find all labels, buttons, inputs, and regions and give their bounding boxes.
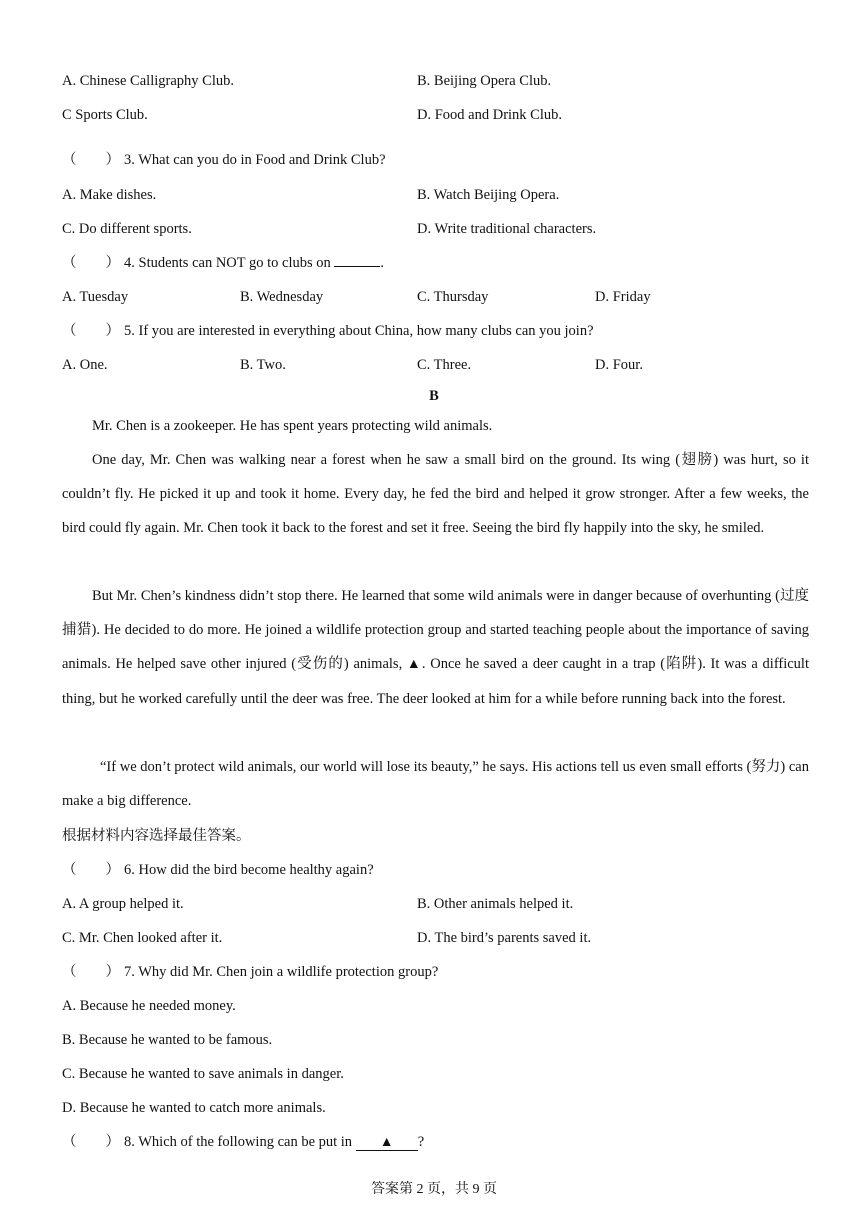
question-stem: 4. Students can NOT go to clubs on [124, 255, 335, 271]
section-heading: B [429, 388, 439, 404]
q5-option-c: C. Three. [417, 357, 472, 373]
passage-paragraph-4: “If we don’t protect wild animals, our world will lose its beauty,” he says. His actions tell us even small efforts (努力) can make a big difference. [62, 759, 809, 809]
q3-option-c: C. Do different sports. [62, 221, 192, 237]
question-stem: 7. Why did Mr. Chen join a wildlife protection group? [124, 964, 439, 980]
passage-paragraph-3 [62, 579, 809, 716]
instruction-text: 根据材料内容选择最佳答案。 [62, 828, 251, 844]
question-6 [62, 861, 374, 879]
question-stem: 8. Which of the following can be put in [124, 1134, 356, 1150]
answer-paren: （ ） [62, 964, 120, 980]
question-5 [62, 322, 594, 340]
q2-option-d: D. Food and Drink Club. [417, 107, 562, 123]
question-3 [62, 151, 386, 169]
q4-option-b: B. Wednesday [240, 289, 324, 305]
blank-marker-triangle: ▲ [406, 657, 422, 672]
q4-option-d: D. Friday [595, 289, 651, 305]
q7-option-a: A. Because he needed money. [62, 998, 236, 1014]
paragraph-text: But Mr. Chen’s kindness didn’t stop there. He learned that some wild animals were in danger because of overhunting (过度捕猎). He decided to do more. He joined a wildlife protection group and started teaching people about the importance of saving animals. He helped save other injured (受伤的) animals, [62, 588, 809, 672]
q5-option-d: D. Four. [595, 357, 643, 373]
q2-option-a: A. Chinese Calligraphy Club. [62, 73, 234, 89]
answer-paren: （ ） [62, 862, 120, 878]
q3-option-b: B. Watch Beijing Opera. [417, 187, 560, 203]
q6-option-a: A. A group helped it. [62, 896, 184, 912]
question-stem: 5. If you are interested in everything about China, how many clubs can you join? [124, 323, 594, 339]
q6-option-c: C. Mr. Chen looked after it. [62, 930, 223, 946]
question-4 [62, 254, 384, 272]
q5-option-b: B. Two. [240, 357, 286, 373]
answer-paren: （ ） [62, 152, 120, 168]
q3-option-d: D. Write traditional characters. [417, 221, 597, 237]
q7-option-d: D. Because he wanted to catch more animals. [62, 1100, 326, 1116]
q6-option-d: D. The bird’s parents saved it. [417, 930, 592, 946]
fill-blank [334, 254, 380, 267]
paragraph-text-end: . Once he saved a deer caught in a trap (陷阱). It was a difficult thing, but he worked carefully until the deer was free. The deer looked at him for a while before running back into the forest. [62, 656, 809, 707]
q3-option-a: A. Make dishes. [62, 187, 157, 203]
q4-option-c: C. Thursday [417, 289, 489, 305]
question-stem-end: . [380, 255, 384, 271]
question-stem: 6. How did the bird become healthy again? [124, 862, 374, 878]
q7-option-c: C. Because he wanted to save animals in danger. [62, 1066, 344, 1082]
q6-option-b: B. Other animals helped it. [417, 896, 574, 912]
question-7 [62, 963, 438, 981]
question-stem-end: ? [417, 1134, 425, 1150]
q2-option-c: C Sports Club. [62, 107, 148, 123]
question-8 [62, 1133, 424, 1151]
answer-paren: （ ） [62, 323, 120, 339]
q2-option-b: B. Beijing Opera Club. [417, 73, 552, 89]
answer-paren: （ ） [62, 255, 120, 271]
blank-marker-triangle: ▲ [356, 1136, 418, 1151]
passage-paragraph-2: One day, Mr. Chen was walking near a forest when he saw a small bird on the ground. Its wing (翅膀) was hurt, so it couldn’t fly. He picked it up and took it home. Every day, he fed the bird and helped it grow stronger. After a few weeks, the bird could fly again. Mr. Chen took it back to the forest and set it free. Seeing the bird fly happily into the sky, he smiled. [62, 452, 809, 536]
q5-option-a: A. One. [62, 357, 108, 373]
answer-paren: （ ） [62, 1134, 120, 1150]
passage-paragraph-1: Mr. Chen is a zookeeper. He has spent years protecting wild animals. [92, 418, 493, 434]
q4-option-a: A. Tuesday [62, 289, 129, 305]
question-stem: 3. What can you do in Food and Drink Club? [124, 152, 386, 168]
q7-option-b: B. Because he wanted to be famous. [62, 1032, 273, 1048]
page-footer: 答案第 2 页，共 9 页 [371, 1182, 497, 1197]
